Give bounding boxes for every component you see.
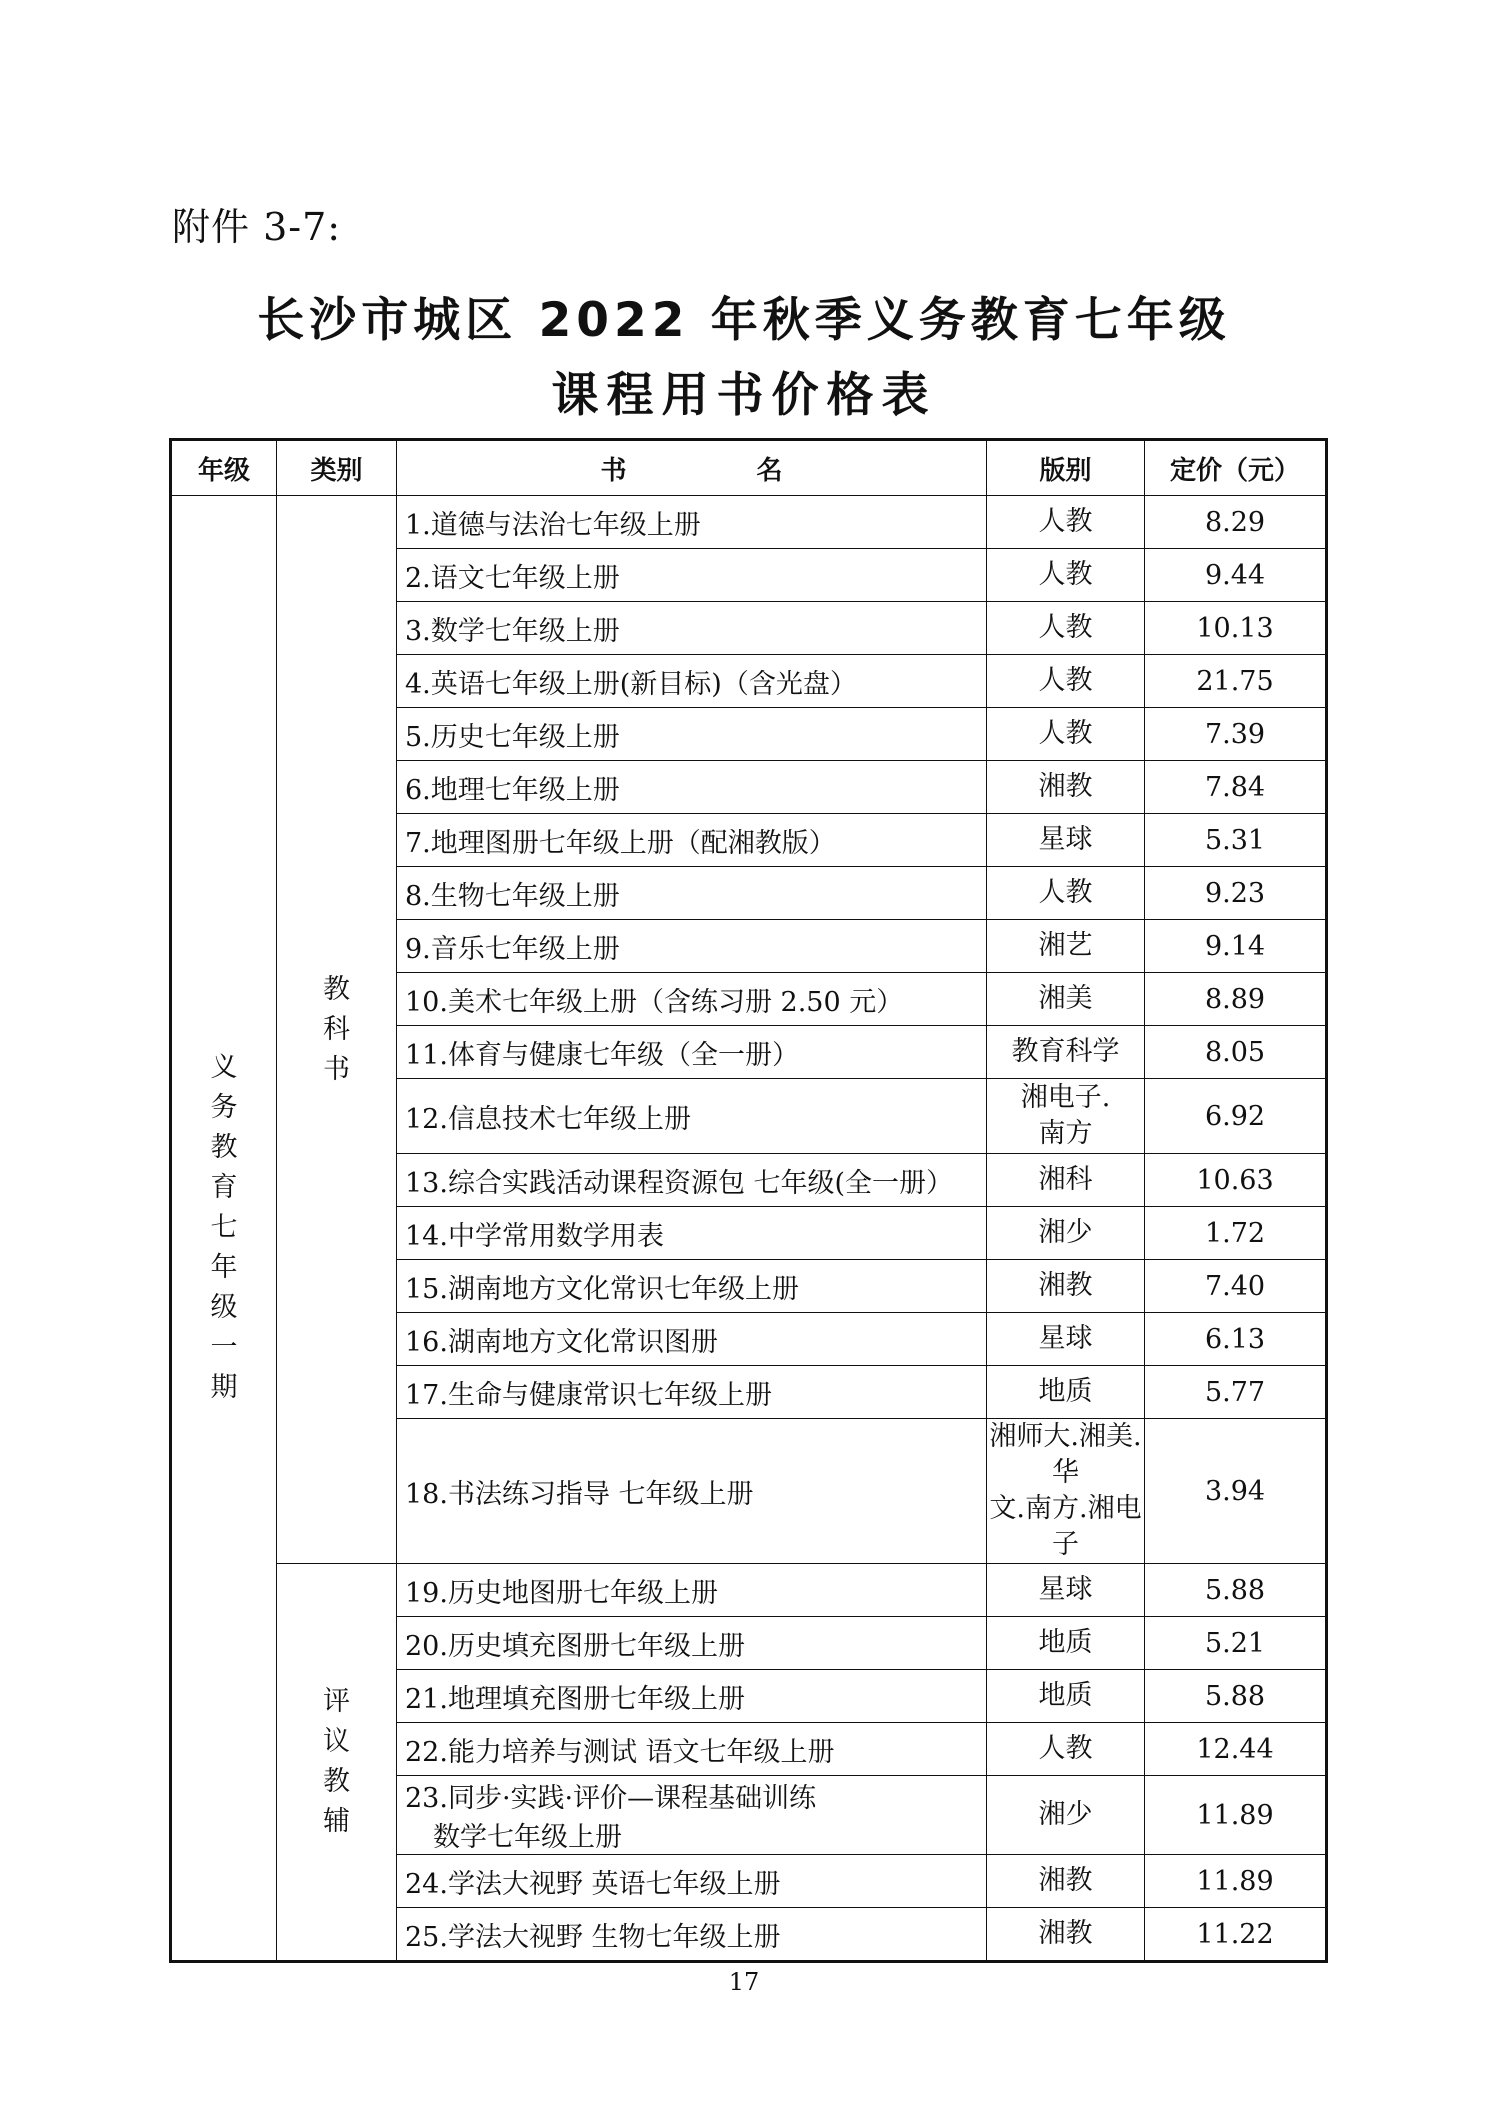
price-cell: 5.21 xyxy=(1145,1617,1327,1670)
edition: 星球 xyxy=(1038,1574,1093,1605)
book-name: 13.综合实践活动课程资源包 七年级(全一册） xyxy=(405,1167,954,1199)
category-supplement-cell xyxy=(277,1564,397,1962)
price-cell: 9.14 xyxy=(1145,920,1327,973)
edition-cell xyxy=(987,1154,1145,1207)
edition-cell xyxy=(987,1670,1145,1723)
edition-cell xyxy=(987,1908,1145,1962)
book-name-cell xyxy=(397,1855,987,1908)
edition: 地质 xyxy=(1038,1376,1093,1407)
table-row xyxy=(171,1564,1327,1617)
book-name-cell xyxy=(397,1260,987,1313)
price-table xyxy=(169,438,1328,1963)
price-cell: 7.39 xyxy=(1145,708,1327,761)
header-grade: 年级 xyxy=(171,440,277,496)
edition: 湘科 xyxy=(1038,1164,1093,1195)
page-title-line2: 课程用书价格表 xyxy=(551,368,937,423)
book-name-cell xyxy=(397,1313,987,1366)
edition-cell xyxy=(987,867,1145,920)
edition: 湘少 xyxy=(1038,1217,1093,1248)
edition: 人教 xyxy=(1038,612,1093,643)
price-cell: 9.23 xyxy=(1145,867,1327,920)
book-name-cell xyxy=(397,1419,987,1564)
book-name: 7.地理图册七年级上册（配湘教版） xyxy=(405,827,836,859)
book-name-cell xyxy=(397,1026,987,1079)
edition-cell xyxy=(987,602,1145,655)
edition-cell xyxy=(987,1366,1145,1419)
edition: 人教 xyxy=(1038,1733,1093,1764)
price-cell: 5.31 xyxy=(1145,814,1327,867)
edition-cell xyxy=(987,1723,1145,1776)
edition-cell xyxy=(987,1026,1145,1079)
edition-line2: 文.南方.湘电子 xyxy=(989,1493,1142,1560)
edition: 人教 xyxy=(1038,559,1093,590)
book-name-cell xyxy=(397,549,987,602)
book-name: 6.地理七年级上册 xyxy=(405,774,620,806)
edition-cell xyxy=(987,1207,1145,1260)
edition: 湘师大.湘美.华 xyxy=(989,1421,1142,1488)
edition: 地质 xyxy=(1038,1680,1093,1711)
edition: 湘少 xyxy=(1038,1799,1093,1830)
edition: 湘艺 xyxy=(1038,930,1093,961)
page-title-line1: 长沙市城区 2022 年秋季义务教育七年级 xyxy=(257,293,1231,348)
page-number: 17 xyxy=(728,1968,760,1996)
book-name-cell xyxy=(397,1776,987,1855)
edition: 星球 xyxy=(1038,824,1093,855)
price-cell: 8.29 xyxy=(1145,496,1327,549)
price-cell: 11.89 xyxy=(1145,1855,1327,1908)
book-name-cell xyxy=(397,973,987,1026)
book-name: 9.音乐七年级上册 xyxy=(405,933,620,965)
edition: 湘教 xyxy=(1038,1270,1093,1301)
edition-cell xyxy=(987,1564,1145,1617)
price-cell: 6.92 xyxy=(1145,1079,1327,1154)
price-cell: 3.94 xyxy=(1145,1419,1327,1564)
edition-cell xyxy=(987,496,1145,549)
edition: 人教 xyxy=(1038,506,1093,537)
book-name: 14.中学常用数学用表 xyxy=(405,1220,664,1252)
edition: 湘教 xyxy=(1038,1865,1093,1896)
book-name: 5.历史七年级上册 xyxy=(405,721,620,753)
price-cell: 11.89 xyxy=(1145,1776,1327,1855)
book-name-cell xyxy=(397,1079,987,1154)
edition: 湘美 xyxy=(1038,983,1093,1014)
category-textbook-cell-text: 教科书 xyxy=(323,973,350,1085)
book-name-cell xyxy=(397,602,987,655)
edition-line2: 南方 xyxy=(1038,1118,1093,1149)
book-name-cell xyxy=(397,814,987,867)
book-name: 25.学法大视野 生物七年级上册 xyxy=(405,1921,781,1953)
edition-cell xyxy=(987,1419,1145,1564)
book-name: 2.语文七年级上册 xyxy=(405,562,620,594)
edition-cell xyxy=(987,761,1145,814)
price-cell: 8.05 xyxy=(1145,1026,1327,1079)
edition-cell xyxy=(987,920,1145,973)
book-name-cell xyxy=(397,708,987,761)
book-name-cell xyxy=(397,1908,987,1962)
edition-cell xyxy=(987,814,1145,867)
price-cell: 5.88 xyxy=(1145,1564,1327,1617)
edition: 教育科学 xyxy=(1011,1036,1120,1067)
price-cell: 7.40 xyxy=(1145,1260,1327,1313)
edition: 人教 xyxy=(1038,665,1093,696)
book-name: 24.学法大视野 英语七年级上册 xyxy=(405,1868,781,1900)
edition-cell xyxy=(987,973,1145,1026)
edition-cell xyxy=(987,1260,1145,1313)
price-cell: 1.72 xyxy=(1145,1207,1327,1260)
header-category: 类别 xyxy=(277,440,397,496)
book-name: 22.能力培养与测试 语文七年级上册 xyxy=(405,1736,835,1768)
book-name-cell xyxy=(397,920,987,973)
edition: 星球 xyxy=(1038,1323,1093,1354)
book-name: 20.历史填充图册七年级上册 xyxy=(405,1630,745,1662)
book-name-cell xyxy=(397,1366,987,1419)
edition: 人教 xyxy=(1038,877,1093,908)
header-row xyxy=(171,440,1327,496)
book-name-cell xyxy=(397,867,987,920)
price-cell: 10.63 xyxy=(1145,1154,1327,1207)
edition: 湘电子. xyxy=(1020,1082,1111,1113)
edition-cell xyxy=(987,549,1145,602)
header-price: 定价（元） xyxy=(1145,440,1327,496)
edition-cell xyxy=(987,655,1145,708)
book-name: 18.书法练习指导 七年级上册 xyxy=(405,1478,754,1510)
attachment-label: 附件 3-7: xyxy=(172,205,342,249)
book-name: 19.历史地图册七年级上册 xyxy=(405,1577,718,1609)
book-name-cell xyxy=(397,1564,987,1617)
header-book-name: 书 名 xyxy=(397,440,987,496)
edition-cell xyxy=(987,1079,1145,1154)
book-name: 16.湖南地方文化常识图册 xyxy=(405,1326,718,1358)
price-cell: 21.75 xyxy=(1145,655,1327,708)
book-name-cell xyxy=(397,496,987,549)
price-cell: 9.44 xyxy=(1145,549,1327,602)
book-name-cell xyxy=(397,1207,987,1260)
edition: 湘教 xyxy=(1038,1918,1093,1949)
book-name-line2: 数学七年级上册 xyxy=(433,1822,622,1853)
edition-cell xyxy=(987,1776,1145,1855)
edition: 地质 xyxy=(1038,1627,1093,1658)
edition: 人教 xyxy=(1038,718,1093,749)
price-cell: 11.22 xyxy=(1145,1908,1327,1962)
price-cell: 6.13 xyxy=(1145,1313,1327,1366)
header-edition: 版别 xyxy=(987,440,1145,496)
book-name: 1.道德与法治七年级上册 xyxy=(405,509,701,541)
book-name-cell xyxy=(397,761,987,814)
price-cell: 10.13 xyxy=(1145,602,1327,655)
category-textbook-cell xyxy=(277,496,397,1564)
book-name: 4.英语七年级上册(新目标)（含光盘） xyxy=(405,668,857,700)
book-name: 12.信息技术七年级上册 xyxy=(405,1103,691,1135)
price-cell: 5.77 xyxy=(1145,1366,1327,1419)
edition-cell xyxy=(987,1313,1145,1366)
price-cell: 8.89 xyxy=(1145,973,1327,1026)
price-cell: 12.44 xyxy=(1145,1723,1327,1776)
book-name-cell xyxy=(397,1617,987,1670)
book-name: 21.地理填充图册七年级上册 xyxy=(405,1683,745,1715)
edition-cell xyxy=(987,1855,1145,1908)
book-name: 15.湖南地方文化常识七年级上册 xyxy=(405,1273,799,1305)
edition-cell xyxy=(987,1617,1145,1670)
book-name: 10.美术七年级上册（含练习册 2.50 元） xyxy=(405,986,904,1018)
grade-cell-text: 义务教育七年级一期 xyxy=(210,1052,238,1403)
book-name-cell xyxy=(397,1154,987,1207)
book-name: 3.数学七年级上册 xyxy=(405,615,620,647)
book-name: 17.生命与健康常识七年级上册 xyxy=(405,1379,772,1411)
price-cell: 5.88 xyxy=(1145,1670,1327,1723)
price-cell: 7.84 xyxy=(1145,761,1327,814)
book-name: 8.生物七年级上册 xyxy=(405,880,620,912)
book-name: 23.同步·实践·评价—课程基础训练 xyxy=(405,1783,817,1814)
book-name-cell xyxy=(397,655,987,708)
edition: 湘教 xyxy=(1038,771,1093,802)
edition-cell xyxy=(987,708,1145,761)
book-name: 11.体育与健康七年级（全一册） xyxy=(405,1039,799,1071)
grade-cell xyxy=(171,496,277,1962)
book-name-cell xyxy=(397,1723,987,1776)
book-name-cell xyxy=(397,1670,987,1723)
category-supplement-cell-text: 评议教辅 xyxy=(323,1686,350,1837)
table-row xyxy=(171,496,1327,549)
